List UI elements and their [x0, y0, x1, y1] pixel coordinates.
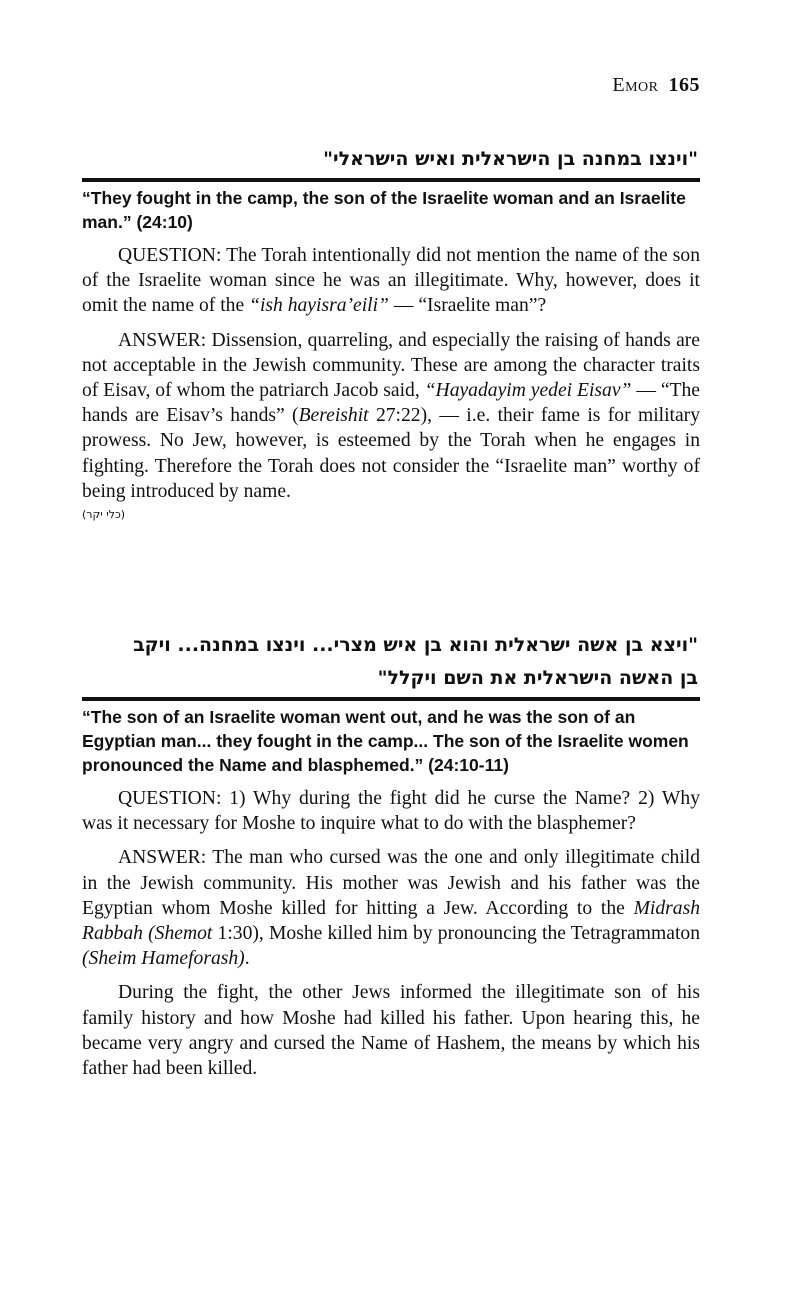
- question-paragraph: [82, 243, 700, 319]
- answer-italic-source: Midrash Rabbah (Shemot: [82, 897, 700, 945]
- section-divider: [82, 697, 700, 701]
- question-text-end: — “Israelite man”?: [388, 295, 547, 317]
- answer-paragraph: [82, 328, 700, 504]
- running-head: [612, 74, 700, 97]
- answer-text: ANSWER: Dissension, quarreling, and especially the raising of hands are not acceptable in the Jewish community. These are among the character traits of Eisav, of whom the patriarch Jacob said,: [82, 329, 700, 402]
- source-text: (כלי יקר): [82, 508, 126, 522]
- verse-translation: “The son of an Israelite woman went out, and he was the son of an Egyptian man... they fought in the camp... The son of the Israelite women pronounced the Name and blasphemed.” (24:10-11): [82, 707, 689, 775]
- verse-translation: “They fought in the camp, the son of the Israelite woman and an Israelite man.” (24:10): [82, 188, 686, 232]
- answer-text: ANSWER: The man who cursed was the one and only illegitimate child in the Jewish community. His mother was Jewish and his father was the Egyptian whom Moshe killed for hitting a Jew. According to the: [82, 847, 700, 919]
- answer-text-3: 27:22), — i.e. their fame is for military prowess. No Jew, however, is esteemed by the Torah when he engages in fighting. Therefore the Torah does not consider the “Israelite man” worthy of being introduced by name.: [82, 405, 700, 502]
- section-verse-24-10: [82, 143, 700, 521]
- answer-italic-source: Bereishit: [298, 405, 369, 427]
- section-divider: [82, 178, 700, 182]
- answer-italic-quote: “Hayadayim yedei Eisav”: [424, 380, 632, 402]
- answer-italic-term: (Sheim Hameforash): [82, 948, 245, 970]
- answer-paragraph: [82, 845, 700, 971]
- hebrew-verse-line-2: בן האשה הישראלית את השם ויקלל": [377, 667, 698, 689]
- parsha-title: Emor: [612, 74, 659, 96]
- section-verse-24-10-11: [82, 629, 700, 1081]
- continuation-paragraph: During the fight, the other Jews informed the illegitimate son of his family history and how Moshe had killed his father. Upon hearing this, he became very angry and cursed the Name of Hashem, the means by which his father had been killed.: [82, 982, 700, 1080]
- page-number: 165: [668, 74, 700, 96]
- question-text: QUESTION: The Torah intentionally did not mention the name of the son of the Israelite woman since he was an illegitimate. Why, however, does it omit the name of the: [82, 245, 700, 317]
- hebrew-verse-line-1: "ויצא בן אשה ישראלית והוא בן איש מצרי... וינצו במחנה... ויקב: [133, 634, 698, 656]
- question-paragraph: QUESTION: 1) Why during the fight did he curse the Name? 2) Why was it necessary for Moshe to inquire what to do with the blasphemer?: [82, 788, 700, 835]
- source-citation: [82, 508, 700, 521]
- answer-text-3: .: [244, 948, 250, 970]
- answer-text-2: 1:30), Moshe killed him by pronouncing the Tetragrammaton: [212, 923, 700, 945]
- answer-text-2: — “The hands are Eisav’s hands” (: [82, 380, 700, 427]
- hebrew-verse: "וינצו במחנה בן הישראלית ואיש הישראלי": [323, 148, 698, 170]
- question-italic: “ish hayisra’eili”: [249, 295, 389, 317]
